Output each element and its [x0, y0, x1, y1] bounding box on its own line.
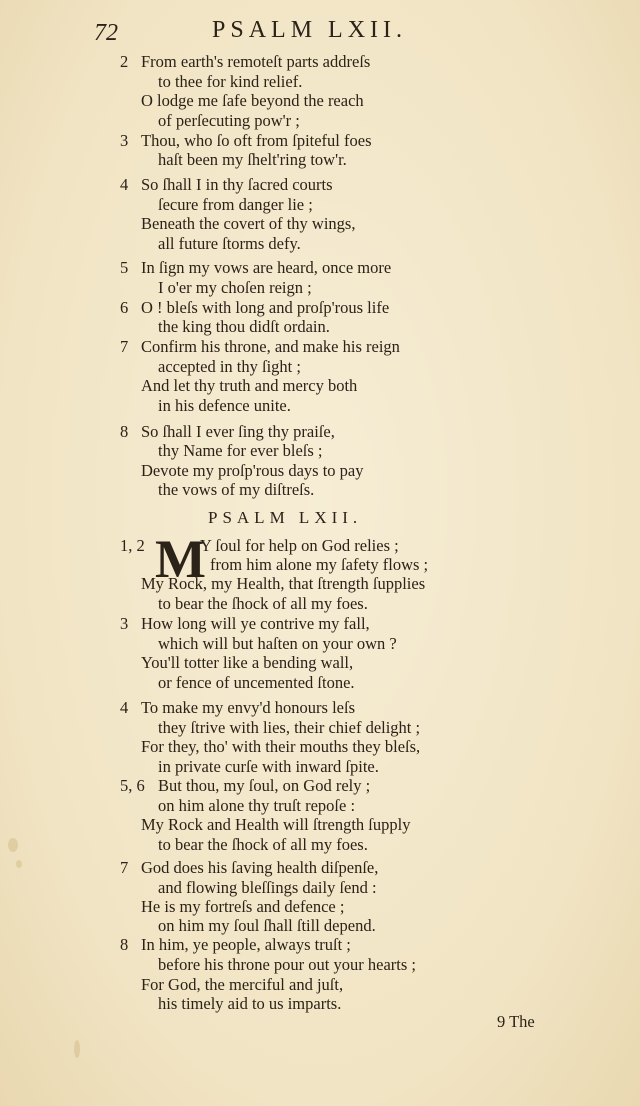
text-line: ſecure from danger lie ;	[158, 195, 313, 214]
verse-number: 7	[120, 858, 129, 877]
text-line: In ſign my vows are heard, once more	[141, 258, 392, 277]
text-line: How long will ye contrive my fall,	[141, 614, 370, 633]
text-line: So ſhall I in thy ſacred courts	[141, 175, 333, 194]
text-line: Y ſoul for help on God relies ;	[200, 536, 399, 555]
verse-number: 2	[120, 52, 129, 71]
text-line: to bear the ſhock of all my foes.	[158, 835, 368, 854]
verse-number: 8	[120, 935, 129, 954]
text-line: And let thy truth and mercy both	[141, 376, 358, 395]
text-line: Thou, who ſo oft from ſpiteful foes	[141, 131, 372, 150]
text-line: But thou, my ſoul, on God rely ;	[158, 776, 371, 795]
verse-number: 5, 6	[120, 776, 145, 795]
text-line: haſt been my ſhelt'ring tow'r.	[158, 150, 347, 169]
text-line: From earth's remoteſt parts addreſs	[141, 52, 371, 71]
paper-stain	[74, 1040, 80, 1058]
verse-number: 1, 2	[120, 536, 145, 555]
text-line: thy Name for ever bleſs ;	[158, 441, 323, 460]
text-line: Beneath the covert of thy wings,	[141, 214, 356, 233]
verse-number: 3	[120, 614, 129, 633]
text-line: his timely aid to us imparts.	[158, 994, 342, 1013]
catchword: 9 The	[497, 1012, 535, 1031]
text-line: I o'er my choſen reign ;	[158, 278, 312, 297]
paper-stain	[16, 860, 22, 868]
text-line: accepted in thy ſight ;	[158, 357, 301, 376]
text-line: You'll totter like a bending wall,	[141, 653, 354, 672]
text-line: to thee for kind relief.	[158, 72, 303, 91]
text-line: before his throne pour out your hearts ;	[158, 955, 416, 974]
text-line: they ſtrive with lies, their chief delight ;	[158, 718, 421, 737]
text-line: For God, the merciful and juſt,	[141, 975, 344, 994]
text-line: all future ſtorms defy.	[158, 234, 301, 253]
text-line: the king thou didſt ordain.	[158, 317, 330, 336]
text-line: in his defence unite.	[158, 396, 291, 415]
text-line: the vows of my diſtreſs.	[158, 480, 315, 499]
drop-cap: M	[155, 529, 206, 589]
text-line: on him my ſoul ſhall ſtill depend.	[158, 916, 376, 935]
running-title: PSALM LXII.	[212, 17, 408, 43]
verse-number: 4	[120, 698, 129, 717]
text-line: and flowing bleſſings daily ſend :	[158, 878, 377, 897]
verse-number: 4	[120, 175, 129, 194]
text-line: So ſhall I ever ſing thy praiſe,	[141, 422, 335, 441]
text-line: Confirm his throne, and make his reign	[141, 337, 400, 356]
text-line: For they, tho' with their mouths they bleſs,	[141, 737, 421, 756]
text-line: O ! bleſs with long and proſp'rous life	[141, 298, 390, 317]
text-line: My Rock, my Health, that ſtrength ſupplies	[141, 574, 426, 593]
text-line: O lodge me ſafe beyond the reach	[141, 91, 364, 110]
text-line: In him, ye people, always truſt ;	[141, 935, 351, 954]
text-line: My Rock and Health will ſtrength ſupply	[141, 815, 411, 834]
verse-number: 6	[120, 298, 129, 317]
text-line: God does his ſaving health diſpenſe,	[141, 858, 379, 877]
psalm-title: PSALM LXII.	[208, 508, 363, 527]
text-line: which will but haſten on your own ?	[158, 634, 397, 653]
text-line: of perſecuting pow'r ;	[158, 111, 300, 130]
verse-number: 8	[120, 422, 129, 441]
text-line: from him alone my ſafety flows ;	[210, 555, 429, 574]
text-line: on him alone thy truſt repoſe :	[158, 796, 356, 815]
text-line: He is my fortreſs and defence ;	[141, 897, 345, 916]
paper-stain	[8, 838, 18, 852]
text-line: or fence of uncemented ſtone.	[158, 673, 355, 692]
verse-number: 7	[120, 337, 129, 356]
text-line: Devote my proſp'rous days to pay	[141, 461, 364, 480]
text-line: To make my envy'd honours leſs	[141, 698, 355, 717]
text-line: to bear the ſhock of all my foes.	[158, 594, 368, 613]
verse-number: 3	[120, 131, 129, 150]
verse-number: 5	[120, 258, 129, 277]
page-number: 72	[94, 20, 118, 46]
text-line: in private curſe with inward ſpite.	[158, 757, 379, 776]
